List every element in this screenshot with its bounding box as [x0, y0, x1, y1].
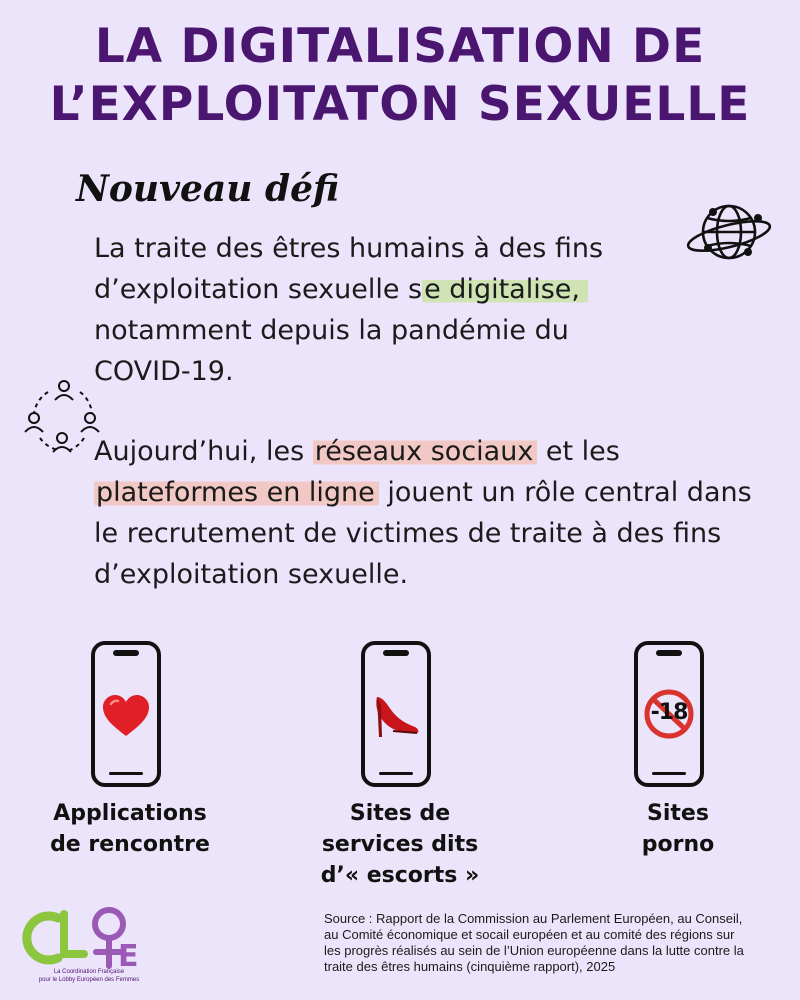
- source-line: les progrès réalisés au sein de l’Union européenne dans la lutte contre la: [324, 943, 744, 958]
- highlight-social-networks: réseaux sociaux: [313, 436, 538, 467]
- phone-home-bar: [652, 772, 686, 775]
- logo-caption-line: pour le Lobby Européen des Femmes: [38, 977, 140, 983]
- page-title: [0, 18, 800, 134]
- paragraph1-line3: notamment depuis la pandémie du: [94, 315, 569, 346]
- highlight-digitalise: e digitalise,: [422, 274, 588, 305]
- caption-line: Applications: [53, 801, 207, 826]
- caption-line: services dits: [321, 832, 479, 857]
- heart-icon: [101, 694, 151, 738]
- phone-home-bar: [109, 772, 143, 775]
- caption-line: d’« escorts »: [320, 863, 480, 888]
- paragraph2-line4: d’exploitation sexuelle.: [94, 559, 409, 590]
- under-18-label: -18: [650, 700, 688, 725]
- logo-caption: [14, 968, 164, 984]
- high-heel-icon: [371, 693, 421, 739]
- phone-notch: [383, 650, 409, 656]
- phone-notch: [113, 650, 139, 656]
- logo-caption-line: La Coordination Française: [53, 969, 125, 975]
- paragraph2-line3: le recrutement de victimes de traite à des fins: [94, 518, 722, 549]
- paragraph1-line1: La traite des êtres humains à des fins: [94, 233, 604, 264]
- no-under-18-icon: [643, 688, 695, 740]
- title-line-1: LA DIGITALISATION DE: [94, 19, 706, 74]
- caption-escort-sites: [290, 798, 510, 891]
- section-subtitle: Nouveau défi: [76, 168, 340, 210]
- paragraph2-line2-post: jouent un rôle central dans: [378, 477, 752, 508]
- paragraph-digitalisation: [94, 228, 734, 392]
- source-citation: [324, 911, 794, 975]
- caption-line: Sites de: [349, 801, 451, 826]
- paragraph2-line1-post: et les: [537, 436, 620, 467]
- paragraph1-line4: COVID-19.: [94, 356, 234, 387]
- phone-porn-sites: [634, 641, 704, 787]
- source-line: au Comité économique et socail européen et au comité des régions sur: [324, 927, 735, 942]
- paragraph2-line2: [94, 472, 800, 513]
- phone-home-bar: [379, 772, 413, 775]
- paragraph1-line2: [94, 269, 734, 310]
- title-line-2: L’EXPLOITATON SEXUELLE: [49, 77, 751, 132]
- paragraph-social-networks: [94, 431, 800, 595]
- caption-dating-apps: [20, 798, 240, 860]
- phone-dating-apps: [91, 641, 161, 787]
- phone-notch: [656, 650, 682, 656]
- paragraph1-line2-text: d’exploitation sexuelle s: [94, 274, 423, 305]
- caption-porn-sites: [568, 798, 788, 860]
- caption-line: porno: [641, 832, 715, 857]
- source-line: Source : Rapport de la Commission au Parlement Européen, au Conseil,: [324, 911, 743, 926]
- paragraph2-line1-pre: Aujourd’hui, les: [94, 436, 313, 467]
- highlight-online-platforms: plateformes en ligne: [94, 477, 379, 508]
- phone-escort-sites: [361, 641, 431, 787]
- caption-line: Sites: [647, 801, 709, 826]
- svg-text:E: E: [118, 939, 139, 974]
- people-network-icon: [22, 378, 102, 458]
- source-line: traite des êtres humains (cinquième rapport), 2025: [324, 959, 616, 974]
- paragraph2-line1: [94, 431, 800, 472]
- caption-line: de rencontre: [50, 832, 210, 857]
